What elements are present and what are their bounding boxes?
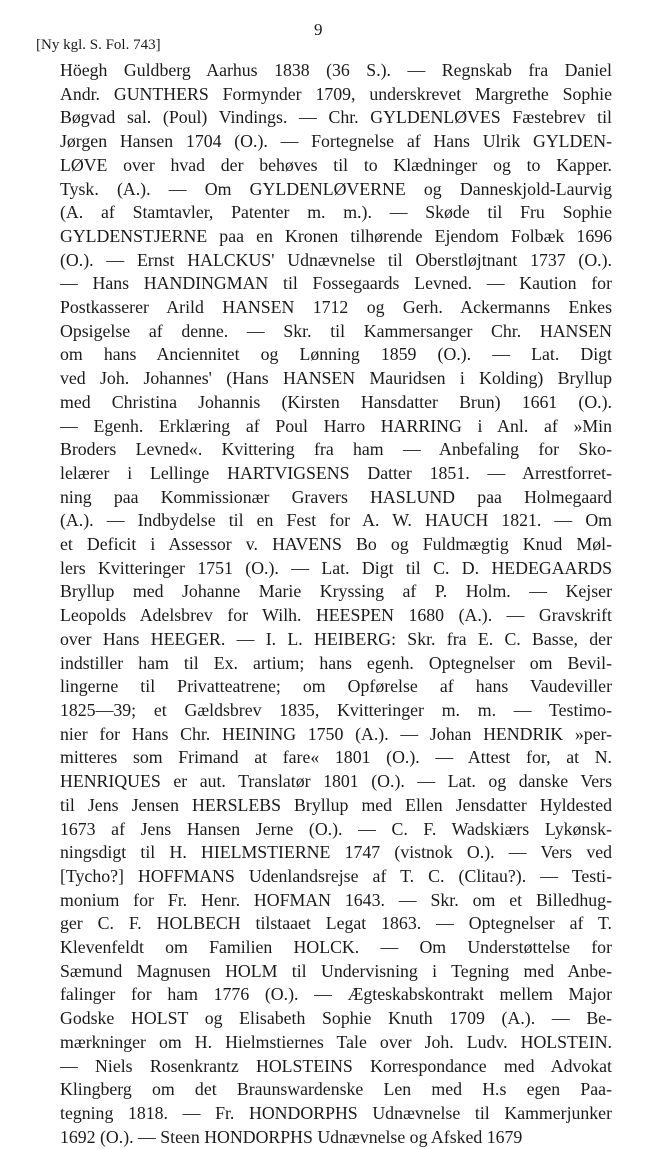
text-line: GYLDENSTJERNE paa en Kronen tilhørende Ejendom Folbæk 1696	[60, 225, 612, 246]
text-line: Postkasserer Arild HANSEN 1712 og Gerh. Ackermanns Enkes	[60, 297, 612, 318]
text-line: til Jens Jensen HERSLEBS Bryllup med Ellen Jensdatter Hyldested	[60, 794, 612, 815]
text-line: lers Kvitteringer 1751 (O.). — Lat. Digt til C. D. HEDEGAARDS	[60, 557, 612, 578]
text-line: med Christina Johannis (Kirsten Hansdatter Brun) 1661 (O.).	[60, 391, 612, 412]
text-line: over Hans HEEGER. — I. L. HEIBERG: Skr. fra E. C. Basse, der	[60, 628, 612, 649]
text-line: Leopolds Adelsbrev for Wilh. HEESPEN 1680 (A.). — Gravskrift	[60, 605, 612, 626]
text-line: 1673 af Jens Hansen Jerne (O.). — C. F. Wadskiærs Lykønsk-	[60, 818, 612, 839]
text-line: monium for Fr. Henr. HOFMAN 1643. — Skr. om et Billedhug-	[60, 889, 612, 910]
text-line: 1825—39; et Gældsbrev 1835, Kvitteringer m. m. — Testimo-	[60, 699, 612, 720]
text-line: ningsdigt til H. HIELMSTIERNE 1747 (vistnok O.). — Vers ved	[60, 842, 612, 863]
text-line: falinger for ham 1776 (O.). — Ægteskabskontrakt mellem Major	[60, 984, 612, 1005]
text-line: ning paa Kommissionær Gravers HASLUND paa Holmegaard	[60, 486, 612, 507]
text-line: Bryllup med Johanne Marie Kryssing af P. Holm. — Kejser	[60, 581, 612, 602]
text-line: [Tycho?] HOFFMANS Udenlandsrejse af T. C. (Clitau?). — Testi-	[60, 865, 612, 886]
text-line: Sæmund Magnusen HOLM til Undervisning i Tegning med Anbe-	[60, 960, 612, 981]
text-line: lelærer i Lellinge HARTVIGSENS Datter 1851. — Arrestforret-	[60, 462, 612, 483]
text-line: (A.). — Indbydelse til en Fest for A. W. HAUCH 1821. — Om	[60, 510, 612, 531]
text-line: ger C. F. HOLBECH tilstaaet Legat 1863. — Optegnelser af T.	[60, 913, 612, 934]
text-line: Höegh Guldberg Aarhus 1838 (36 S.). — Regnskab fra Daniel	[60, 60, 612, 80]
text-line: Broders Levned«. Kvittering fra ham — Anbefaling for Sko-	[60, 439, 612, 460]
text-line: HENRIQUES er aut. Translatør 1801 (O.). — Lat. og danske Vers	[60, 771, 612, 792]
text-line: Andr. GUNTHERS Formynder 1709, underskrevet Margrethe Sophie	[60, 83, 612, 104]
catalogue-text	[60, 59, 612, 1149]
text-line: 1692 (O.). — Steen HONDORPHS Udnævnelse og Afsked 1679	[60, 1126, 523, 1147]
text-line: mitteres som Frimand at fare« 1801 (O.). — Attest for, at N.	[60, 747, 612, 768]
text-line: LØVE over hvad der behøves til to Klædninger og to Kapper.	[60, 154, 612, 175]
text-line: et Deficit i Assessor v. HAVENS Bo og Fuldmægtig Knud Møl-	[60, 534, 612, 555]
text-line: om hans Anciennitet og Lønning 1859 (O.). — Lat. Digt	[60, 344, 612, 365]
text-line: Jørgen Hansen 1704 (O.). — Fortegnelse af Hans Ulrik GYLDEN-	[60, 131, 612, 152]
text-line: — Egenh. Erklæring af Poul Harro HARRING i Anl. af »Min	[60, 415, 612, 436]
text-line: Godske HOLST og Elisabeth Sophie Knuth 1709 (A.). — Be-	[60, 1008, 612, 1029]
text-line: tegning 1818. — Fr. HONDORPHS Udnævnelse til Kammerjunker	[60, 1102, 612, 1123]
page-number: 9	[314, 20, 323, 39]
text-line: Klingberg om det Braunswardenske Len med H.s egen Paa-	[60, 1079, 612, 1100]
text-line: indstiller ham til Ex. artium; hans egenh. Optegnelser om Bevil-	[60, 652, 612, 673]
text-line: — Niels Rosenkrantz HOLSTEINS Korrespondance med Advokat	[60, 1055, 612, 1076]
text-line: Klevenfeldt om Familien HOLCK. — Om Understøttelse for	[60, 937, 612, 958]
text-line: (A. af Stamtavler, Patenter m. m.). — Skøde til Fru Sophie	[60, 202, 612, 223]
text-line: lingerne til Privatteatrene; om Opførelse af hans Vaudeviller	[60, 676, 612, 697]
text-line: ved Joh. Johannes' (Hans HANSEN Mauridsen i Kolding) Bryllup	[60, 368, 612, 389]
text-line: Tysk. (A.). — Om GYLDENLØVERNE og Danneskjold-Laurvig	[60, 178, 612, 199]
text-line: (O.). — Ernst HALCKUS' Udnævnelse til Oberstløjtnant 1737 (O.).	[60, 249, 612, 270]
text-line: Opsigelse af denne. — Skr. til Kammersanger Chr. HANSEN	[60, 320, 612, 341]
text-line: nier for Hans Chr. HEINING 1750 (A.). — Johan HENDRIK »per-	[60, 723, 612, 744]
text-line: Bøgvad sal. (Poul) Vindings. — Chr. GYLDENLØVES Fæstebrev til	[60, 107, 612, 128]
text-line: — Hans HANDINGMAN til Fossegaards Levned. — Kaution for	[60, 273, 612, 294]
text-line: mærkninger om H. Hielmstiernes Tale over Joh. Ludv. HOLSTEIN.	[60, 1031, 612, 1052]
shelfmark-signature: [Ny kgl. S. Fol. 743]	[36, 37, 161, 53]
